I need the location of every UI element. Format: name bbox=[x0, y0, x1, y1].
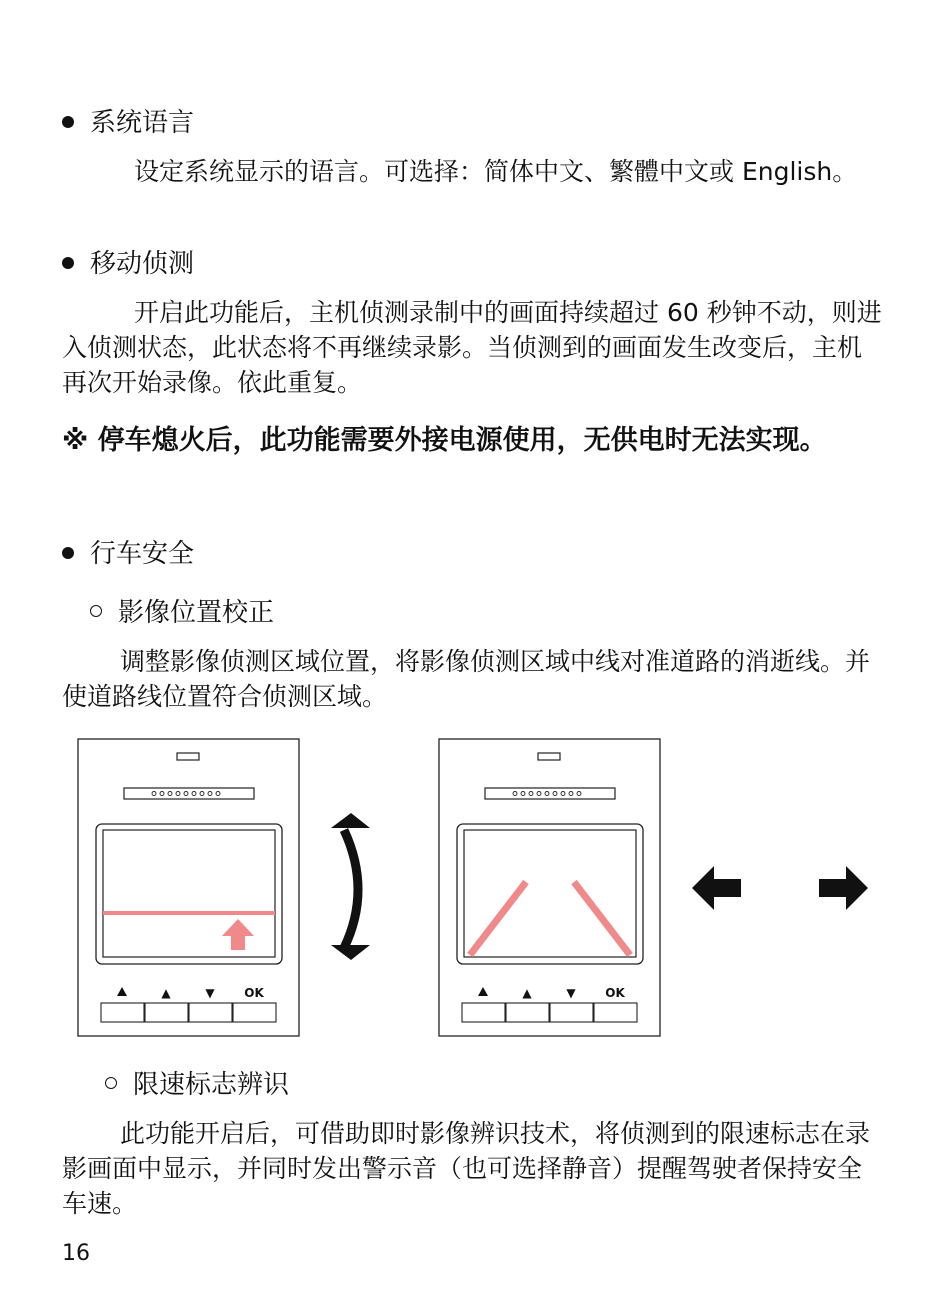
bullet-icon bbox=[62, 547, 74, 559]
svg-text:▲: ▲ bbox=[522, 986, 532, 1000]
calibration-figure bbox=[0, 730, 944, 1050]
paragraph-motion-detection: 开启此功能后，主机侦测录制中的画面持续超过 60 秒钟不动，则进入侦测状态，此状态将不再继续录影。当侦测到的画面发生改变后，主机再次开始录像。依此重复。 bbox=[62, 298, 882, 397]
paragraph-system-language: 设定系统显示的语言。可选择：简体中文、繁體中文或 English。 bbox=[134, 157, 858, 186]
right-lane-guide-line bbox=[574, 882, 630, 955]
page-number: 16 bbox=[62, 1241, 90, 1266]
svg-text:▲: ▲ bbox=[161, 986, 171, 1000]
left-arrow-icon bbox=[692, 866, 741, 910]
svg-text:OK: OK bbox=[244, 986, 264, 1000]
device-illustration-2 bbox=[439, 739, 660, 1036]
left-lane-guide-line bbox=[470, 882, 526, 955]
device-illustration-1 bbox=[78, 739, 299, 1036]
heading-motion-detection: 移动侦测 bbox=[62, 247, 194, 281]
device-buttons-1 bbox=[101, 986, 276, 1022]
heading-system-language: 系统语言 bbox=[62, 106, 194, 140]
sub-bullet-icon bbox=[90, 605, 102, 617]
subheading-speed-sign-recognition: 限速标志辨识 bbox=[105, 1068, 289, 1102]
right-arrow-icon bbox=[819, 866, 868, 910]
subheading-image-calibration: 影像位置校正 bbox=[90, 596, 274, 630]
up-arrow-icon bbox=[222, 919, 254, 950]
paragraph-speed-sign-recognition: 此功能开启后，可借助即时影像辨识技术，将侦测到的限速标志在录影画面中显示，并同时发出警示音（也可选择静音）提醒驾驶者保持安全车速。 bbox=[62, 1119, 871, 1218]
device-buttons-2 bbox=[462, 986, 637, 1022]
bullet-icon bbox=[62, 116, 74, 128]
svg-text:▼: ▼ bbox=[566, 986, 576, 1000]
svg-text:OK: OK bbox=[605, 986, 625, 1000]
bullet-icon bbox=[62, 257, 74, 269]
heading-driving-safety: 行车安全 bbox=[62, 537, 194, 571]
paragraph-image-calibration: 调整影像侦测区域位置，将影像侦测区域中线对准道路的消逝线。并使道路线位置符合侦测区域。 bbox=[62, 647, 871, 711]
sub-bullet-icon bbox=[105, 1077, 117, 1089]
note-power-requirement: ※ 停车熄火后，此功能需要外接电源使用，无供电时无法实现。 bbox=[62, 425, 827, 456]
svg-text:▼: ▼ bbox=[205, 986, 215, 1000]
vertical-adjust-arrow-icon bbox=[331, 813, 370, 960]
